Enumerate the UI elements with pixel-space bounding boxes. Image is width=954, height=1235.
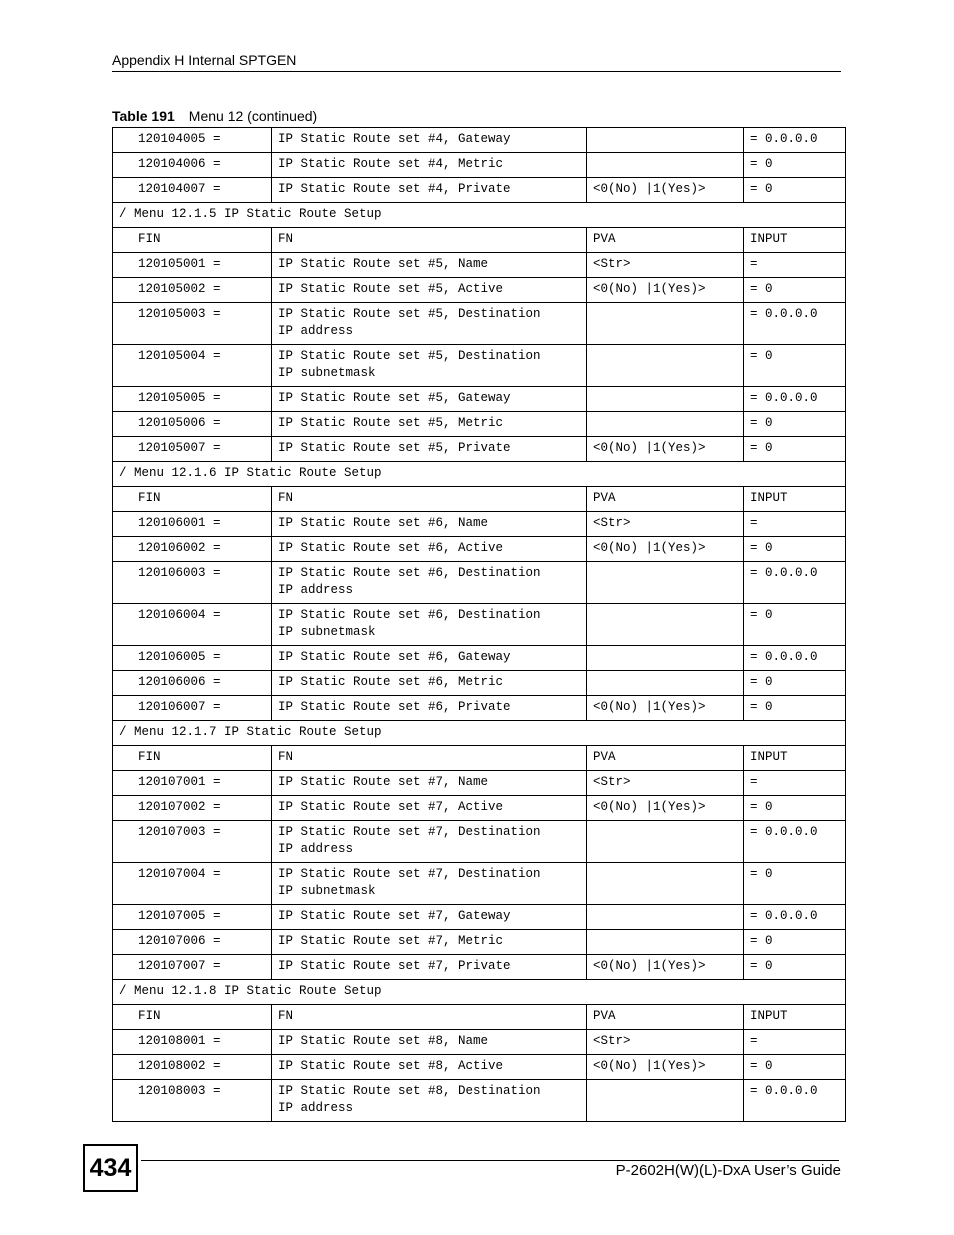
cell-pva: PVA bbox=[587, 746, 744, 771]
cell-input: = 0 bbox=[744, 537, 846, 562]
cell-input: = bbox=[744, 771, 846, 796]
table-row bbox=[113, 412, 846, 437]
section-row bbox=[113, 203, 846, 228]
table-row bbox=[113, 671, 846, 696]
column-header-row bbox=[113, 487, 846, 512]
cell-pva: <0(No) |1(Yes)> bbox=[587, 955, 744, 980]
cell-fn: IP Static Route set #6, Gateway bbox=[272, 646, 587, 671]
cell-fn: IP Static Route set #5, Gateway bbox=[272, 387, 587, 412]
table-row bbox=[113, 303, 846, 345]
cell-fin: 120105006 = bbox=[113, 412, 272, 437]
cell-input: INPUT bbox=[744, 1005, 846, 1030]
cell-fn: FN bbox=[272, 228, 587, 253]
cell-fn: IP Static Route set #8, Active bbox=[272, 1055, 587, 1080]
cell-pva bbox=[587, 128, 744, 153]
cell-pva: <0(No) |1(Yes)> bbox=[587, 696, 744, 721]
cell-input: = 0 bbox=[744, 345, 846, 387]
cell-pva bbox=[587, 1080, 744, 1122]
cell-fin: 120107003 = bbox=[113, 821, 272, 863]
cell-fn: IP Static Route set #5, Destination IP subnetmask bbox=[272, 345, 587, 387]
section-row bbox=[113, 980, 846, 1005]
table-caption bbox=[112, 108, 317, 124]
table-row bbox=[113, 387, 846, 412]
cell-input: INPUT bbox=[744, 746, 846, 771]
cell-fin: 120106005 = bbox=[113, 646, 272, 671]
cell-input: = 0 bbox=[744, 412, 846, 437]
cell-pva bbox=[587, 412, 744, 437]
cell-fin: 120107007 = bbox=[113, 955, 272, 980]
header-rule bbox=[112, 71, 841, 72]
cell-pva bbox=[587, 905, 744, 930]
table-row bbox=[113, 821, 846, 863]
table-row bbox=[113, 905, 846, 930]
table-row bbox=[113, 153, 846, 178]
cell-pva: PVA bbox=[587, 228, 744, 253]
cell-input: = 0 bbox=[744, 437, 846, 462]
cell-pva bbox=[587, 671, 744, 696]
cell-pva: PVA bbox=[587, 487, 744, 512]
table-row bbox=[113, 562, 846, 604]
cell-input: = 0.0.0.0 bbox=[744, 303, 846, 345]
cell-pva: <Str> bbox=[587, 253, 744, 278]
cell-fn: IP Static Route set #7, Name bbox=[272, 771, 587, 796]
cell-pva: <Str> bbox=[587, 1030, 744, 1055]
cell-fin: 120106001 = bbox=[113, 512, 272, 537]
cell-input: = bbox=[744, 512, 846, 537]
cell-pva bbox=[587, 930, 744, 955]
cell-input: = 0.0.0.0 bbox=[744, 646, 846, 671]
cell-fin: 120104007 = bbox=[113, 178, 272, 203]
cell-input: = 0.0.0.0 bbox=[744, 562, 846, 604]
cell-fin: 120107001 = bbox=[113, 771, 272, 796]
cell-pva: <0(No) |1(Yes)> bbox=[587, 796, 744, 821]
cell-fin: 120108002 = bbox=[113, 1055, 272, 1080]
table-row bbox=[113, 128, 846, 153]
table-row bbox=[113, 863, 846, 905]
cell-fn: IP Static Route set #5, Metric bbox=[272, 412, 587, 437]
cell-fn: IP Static Route set #5, Private bbox=[272, 437, 587, 462]
menu-table-body bbox=[113, 128, 846, 1122]
menu-table bbox=[112, 127, 846, 1122]
table-row bbox=[113, 1055, 846, 1080]
cell-fin: 120108003 = bbox=[113, 1080, 272, 1122]
column-header-row bbox=[113, 746, 846, 771]
cell-fin: FIN bbox=[113, 228, 272, 253]
section-title: / Menu 12.1.8 IP Static Route Setup bbox=[113, 980, 846, 1005]
table-row bbox=[113, 1030, 846, 1055]
cell-pva: <0(No) |1(Yes)> bbox=[587, 278, 744, 303]
cell-fn: IP Static Route set #6, Metric bbox=[272, 671, 587, 696]
cell-pva bbox=[587, 387, 744, 412]
cell-fn: IP Static Route set #5, Name bbox=[272, 253, 587, 278]
cell-fn: IP Static Route set #4, Gateway bbox=[272, 128, 587, 153]
section-title: / Menu 12.1.7 IP Static Route Setup bbox=[113, 721, 846, 746]
cell-input: = 0 bbox=[744, 955, 846, 980]
cell-pva: <0(No) |1(Yes)> bbox=[587, 178, 744, 203]
page-number: 434 bbox=[83, 1144, 138, 1192]
table-row bbox=[113, 796, 846, 821]
table-caption-label: Table 191 bbox=[112, 108, 175, 124]
cell-input: INPUT bbox=[744, 487, 846, 512]
cell-fn: IP Static Route set #6, Name bbox=[272, 512, 587, 537]
cell-pva bbox=[587, 604, 744, 646]
cell-input: = 0 bbox=[744, 930, 846, 955]
cell-fn: IP Static Route set #4, Private bbox=[272, 178, 587, 203]
section-row bbox=[113, 721, 846, 746]
cell-fn: IP Static Route set #7, Gateway bbox=[272, 905, 587, 930]
cell-fin: 120107002 = bbox=[113, 796, 272, 821]
cell-fn: IP Static Route set #7, Metric bbox=[272, 930, 587, 955]
cell-fin: 120106006 = bbox=[113, 671, 272, 696]
table-row bbox=[113, 512, 846, 537]
cell-input: = 0 bbox=[744, 178, 846, 203]
cell-fn: IP Static Route set #7, Destination IP subnetmask bbox=[272, 863, 587, 905]
cell-fin: 120104005 = bbox=[113, 128, 272, 153]
cell-fn: IP Static Route set #6, Private bbox=[272, 696, 587, 721]
cell-input: INPUT bbox=[744, 228, 846, 253]
cell-input: = 0 bbox=[744, 604, 846, 646]
cell-pva: <Str> bbox=[587, 771, 744, 796]
table-row bbox=[113, 955, 846, 980]
cell-pva bbox=[587, 562, 744, 604]
cell-fn: FN bbox=[272, 746, 587, 771]
cell-input: = 0.0.0.0 bbox=[744, 387, 846, 412]
cell-fin: 120106004 = bbox=[113, 604, 272, 646]
cell-pva: <0(No) |1(Yes)> bbox=[587, 1055, 744, 1080]
cell-pva: <0(No) |1(Yes)> bbox=[587, 437, 744, 462]
cell-input: = 0 bbox=[744, 796, 846, 821]
section-row bbox=[113, 462, 846, 487]
section-title: / Menu 12.1.5 IP Static Route Setup bbox=[113, 203, 846, 228]
cell-pva bbox=[587, 345, 744, 387]
cell-pva bbox=[587, 863, 744, 905]
table-row bbox=[113, 253, 846, 278]
table-row bbox=[113, 1080, 846, 1122]
cell-fin: FIN bbox=[113, 1005, 272, 1030]
cell-fn: IP Static Route set #7, Private bbox=[272, 955, 587, 980]
table-row bbox=[113, 437, 846, 462]
section-title: / Menu 12.1.6 IP Static Route Setup bbox=[113, 462, 846, 487]
header-title: Appendix H Internal SPTGEN bbox=[112, 52, 297, 68]
cell-pva: <Str> bbox=[587, 512, 744, 537]
table-row bbox=[113, 178, 846, 203]
cell-fin: 120107004 = bbox=[113, 863, 272, 905]
cell-fin: 120105004 = bbox=[113, 345, 272, 387]
cell-fin: FIN bbox=[113, 746, 272, 771]
cell-fin: 120106002 = bbox=[113, 537, 272, 562]
table-row bbox=[113, 930, 846, 955]
cell-fn: FN bbox=[272, 1005, 587, 1030]
cell-pva: <0(No) |1(Yes)> bbox=[587, 537, 744, 562]
cell-fin: 120107005 = bbox=[113, 905, 272, 930]
cell-fn: IP Static Route set #6, Destination IP subnetmask bbox=[272, 604, 587, 646]
cell-fn: IP Static Route set #6, Active bbox=[272, 537, 587, 562]
cell-fn: IP Static Route set #6, Destination IP address bbox=[272, 562, 587, 604]
table-row bbox=[113, 345, 846, 387]
cell-input: = 0 bbox=[744, 696, 846, 721]
cell-fn: IP Static Route set #4, Metric bbox=[272, 153, 587, 178]
cell-fn: FN bbox=[272, 487, 587, 512]
cell-fin: 120104006 = bbox=[113, 153, 272, 178]
cell-fin: 120105002 = bbox=[113, 278, 272, 303]
footer-rule bbox=[141, 1160, 839, 1161]
table-row bbox=[113, 604, 846, 646]
cell-fin: 120105005 = bbox=[113, 387, 272, 412]
cell-input: = 0.0.0.0 bbox=[744, 128, 846, 153]
cell-fin: 120105001 = bbox=[113, 253, 272, 278]
cell-fn: IP Static Route set #8, Name bbox=[272, 1030, 587, 1055]
cell-fn: IP Static Route set #8, Destination IP address bbox=[272, 1080, 587, 1122]
table-row bbox=[113, 696, 846, 721]
guide-title: P-2602H(W)(L)-DxA User’s Guide bbox=[615, 1162, 841, 1179]
column-header-row bbox=[113, 1005, 846, 1030]
cell-pva bbox=[587, 303, 744, 345]
cell-input: = 0.0.0.0 bbox=[744, 821, 846, 863]
cell-fn: IP Static Route set #7, Destination IP address bbox=[272, 821, 587, 863]
column-header-row bbox=[113, 228, 846, 253]
cell-input: = 0 bbox=[744, 863, 846, 905]
cell-pva: PVA bbox=[587, 1005, 744, 1030]
cell-fin: FIN bbox=[113, 487, 272, 512]
cell-fin: 120108001 = bbox=[113, 1030, 272, 1055]
cell-fn: IP Static Route set #5, Active bbox=[272, 278, 587, 303]
table-row bbox=[113, 537, 846, 562]
cell-fin: 120106003 = bbox=[113, 562, 272, 604]
cell-fin: 120105007 = bbox=[113, 437, 272, 462]
table-caption-text: Menu 12 (continued) bbox=[188, 108, 318, 124]
cell-fn: IP Static Route set #7, Active bbox=[272, 796, 587, 821]
cell-fn: IP Static Route set #5, Destination IP address bbox=[272, 303, 587, 345]
table-row bbox=[113, 278, 846, 303]
cell-fin: 120107006 = bbox=[113, 930, 272, 955]
cell-fin: 120106007 = bbox=[113, 696, 272, 721]
cell-input: = bbox=[744, 1030, 846, 1055]
cell-pva bbox=[587, 821, 744, 863]
cell-fin: 120105003 = bbox=[113, 303, 272, 345]
cell-pva bbox=[587, 153, 744, 178]
table-row bbox=[113, 646, 846, 671]
cell-pva bbox=[587, 646, 744, 671]
cell-input: = 0.0.0.0 bbox=[744, 1080, 846, 1122]
cell-input: = 0 bbox=[744, 671, 846, 696]
cell-input: = 0 bbox=[744, 1055, 846, 1080]
table-row bbox=[113, 771, 846, 796]
cell-input: = 0.0.0.0 bbox=[744, 905, 846, 930]
cell-input: = bbox=[744, 253, 846, 278]
cell-input: = 0 bbox=[744, 153, 846, 178]
cell-input: = 0 bbox=[744, 278, 846, 303]
